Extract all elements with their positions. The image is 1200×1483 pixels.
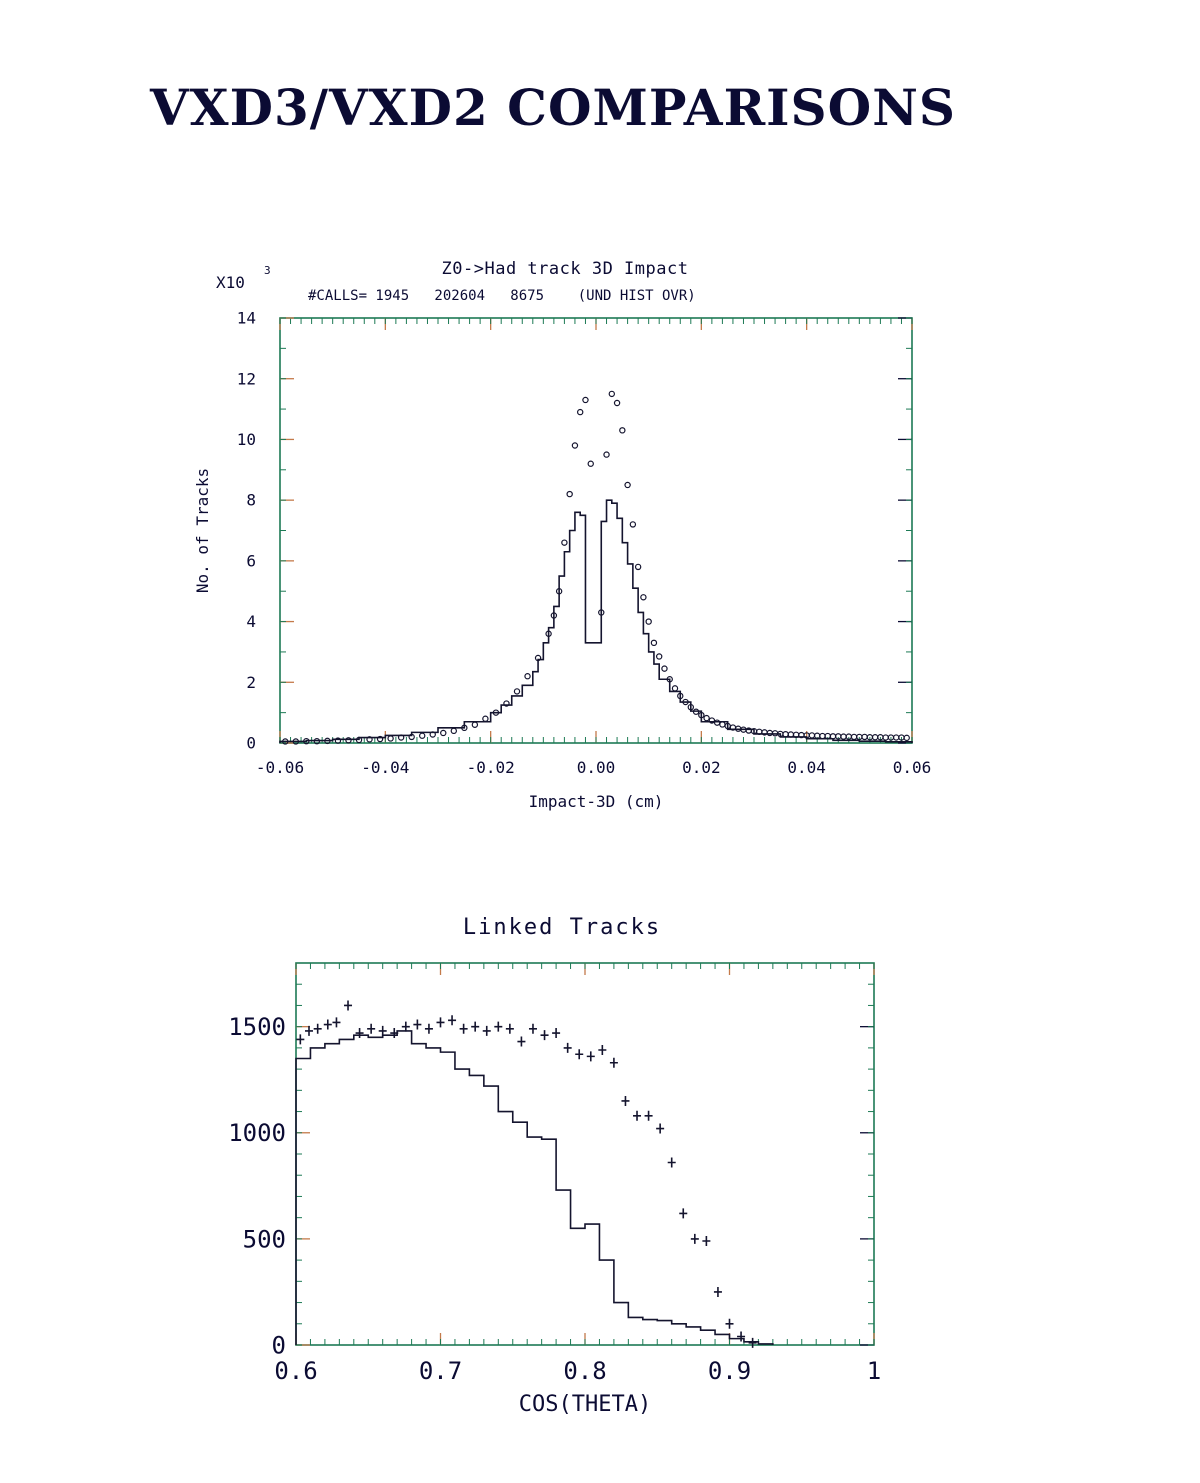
x-axis-label: Impact-3D (cm) — [528, 792, 664, 811]
scale-exponent: 3 — [264, 264, 271, 277]
data-point — [494, 1022, 502, 1032]
data-point — [529, 1024, 537, 1034]
data-point — [451, 728, 456, 733]
data-point — [656, 1124, 664, 1134]
data-point — [460, 1024, 468, 1034]
y-tick-label: 6 — [246, 551, 256, 571]
data-point — [904, 735, 909, 740]
data-point — [541, 1030, 549, 1040]
x-tick-label: 0.7 — [418, 1357, 463, 1385]
data-point — [367, 1024, 375, 1034]
data-point — [636, 564, 641, 569]
data-point — [413, 1020, 421, 1030]
plot-frame — [280, 318, 912, 743]
scale-label: X10 — [216, 273, 245, 292]
data-point — [679, 1208, 687, 1218]
chart-title: Linked Tracks — [462, 915, 662, 940]
x-tick-label: 0.06 — [892, 758, 932, 777]
plot-frame — [296, 963, 874, 1345]
linked-tracks-chart — [200, 900, 920, 1440]
data-point — [641, 595, 646, 600]
page-title: VXD3/VXD2 COMPARISONS — [150, 78, 957, 137]
data-point — [883, 735, 888, 740]
y-tick-label: 10 — [236, 430, 256, 450]
data-point — [610, 1058, 618, 1068]
y-tick-label: 500 — [242, 1225, 286, 1254]
y-tick-label: 12 — [236, 369, 256, 389]
data-point — [614, 400, 619, 405]
histogram-series — [296, 1031, 773, 1345]
data-point — [448, 1015, 456, 1025]
data-point — [296, 1034, 304, 1044]
data-point — [471, 1022, 479, 1032]
data-point — [726, 1319, 734, 1329]
x-tick-label: 0.6 — [274, 1357, 318, 1385]
data-point — [420, 733, 425, 738]
x-tick-label: 0.8 — [563, 1357, 607, 1385]
data-point — [625, 482, 630, 487]
y-tick-label: 1500 — [228, 1013, 286, 1042]
data-point — [630, 522, 635, 527]
x-tick-label: 0.00 — [576, 758, 616, 777]
data-point — [578, 410, 583, 415]
data-point — [356, 1028, 364, 1038]
data-point — [314, 1024, 322, 1034]
data-point — [862, 734, 867, 739]
data-point — [620, 428, 625, 433]
data-point — [346, 738, 351, 743]
data-point — [783, 732, 788, 737]
data-point — [714, 1287, 722, 1297]
data-point — [851, 734, 856, 739]
x-tick-label: -0.02 — [466, 758, 515, 777]
data-point — [715, 720, 720, 725]
data-point — [645, 1111, 653, 1121]
data-point — [332, 1017, 340, 1027]
y-tick-label: 1000 — [228, 1119, 286, 1148]
x-axis-label: COS(THETA) — [518, 1392, 652, 1417]
data-point — [583, 397, 588, 402]
data-point — [525, 674, 530, 679]
data-point — [662, 666, 667, 671]
x-tick-label: 0.04 — [787, 758, 826, 777]
x-tick-label: 1 — [866, 1357, 882, 1385]
data-point — [587, 1051, 595, 1061]
data-point — [437, 1017, 445, 1027]
data-point — [575, 1049, 583, 1059]
data-point — [702, 1236, 710, 1246]
data-point — [894, 735, 899, 740]
y-tick-label: 14 — [236, 308, 256, 328]
data-point — [704, 716, 709, 721]
data-point — [564, 1043, 572, 1053]
data-point — [562, 540, 567, 545]
data-point — [672, 686, 677, 691]
data-point — [572, 443, 577, 448]
data-point — [390, 1028, 398, 1038]
data-point — [841, 734, 846, 739]
y-tick-label: 0 — [246, 733, 256, 753]
data-point — [425, 1024, 433, 1034]
data-point — [609, 391, 614, 396]
data-point — [621, 1096, 629, 1106]
data-point — [344, 1000, 352, 1010]
data-point — [441, 730, 446, 735]
data-point — [517, 1037, 525, 1047]
x-tick-label: -0.06 — [255, 758, 305, 777]
stats-line: #CALLS= 1945 202604 8675 (UND HIST OVR) — [308, 288, 696, 304]
data-point — [552, 1028, 560, 1038]
data-point — [567, 491, 572, 496]
data-point — [604, 452, 609, 457]
data-point — [483, 716, 488, 721]
data-point — [691, 1234, 699, 1244]
data-point — [514, 689, 519, 694]
y-axis-label: No. of Tracks — [193, 467, 212, 594]
data-point — [588, 461, 593, 466]
data-point — [820, 733, 825, 738]
x-tick-label: 0.9 — [707, 1357, 752, 1385]
data-point — [720, 722, 725, 727]
data-point — [483, 1026, 491, 1036]
data-point — [305, 1026, 313, 1036]
data-point — [506, 1024, 514, 1034]
y-tick-label: 4 — [246, 612, 256, 632]
data-point — [767, 730, 772, 735]
data-point — [388, 736, 393, 741]
data-point — [873, 735, 878, 740]
x-tick-label: -0.04 — [361, 758, 410, 777]
data-point — [657, 654, 662, 659]
data-point — [749, 1338, 757, 1348]
data-point — [668, 1157, 676, 1167]
chart-title: Z0->Had track 3D Impact — [441, 259, 689, 279]
y-tick-label: 2 — [246, 672, 256, 692]
y-tick-label: 0 — [271, 1331, 286, 1360]
data-point — [646, 619, 651, 624]
data-point — [324, 1020, 332, 1030]
histogram-series — [280, 500, 912, 743]
data-point — [651, 640, 656, 645]
y-tick-label: 8 — [246, 490, 256, 510]
data-point — [809, 733, 814, 738]
data-point — [633, 1111, 641, 1121]
x-tick-label: 0.02 — [682, 758, 721, 777]
impact-3d-chart — [180, 250, 960, 830]
data-point — [472, 722, 477, 727]
data-point — [598, 1045, 606, 1055]
